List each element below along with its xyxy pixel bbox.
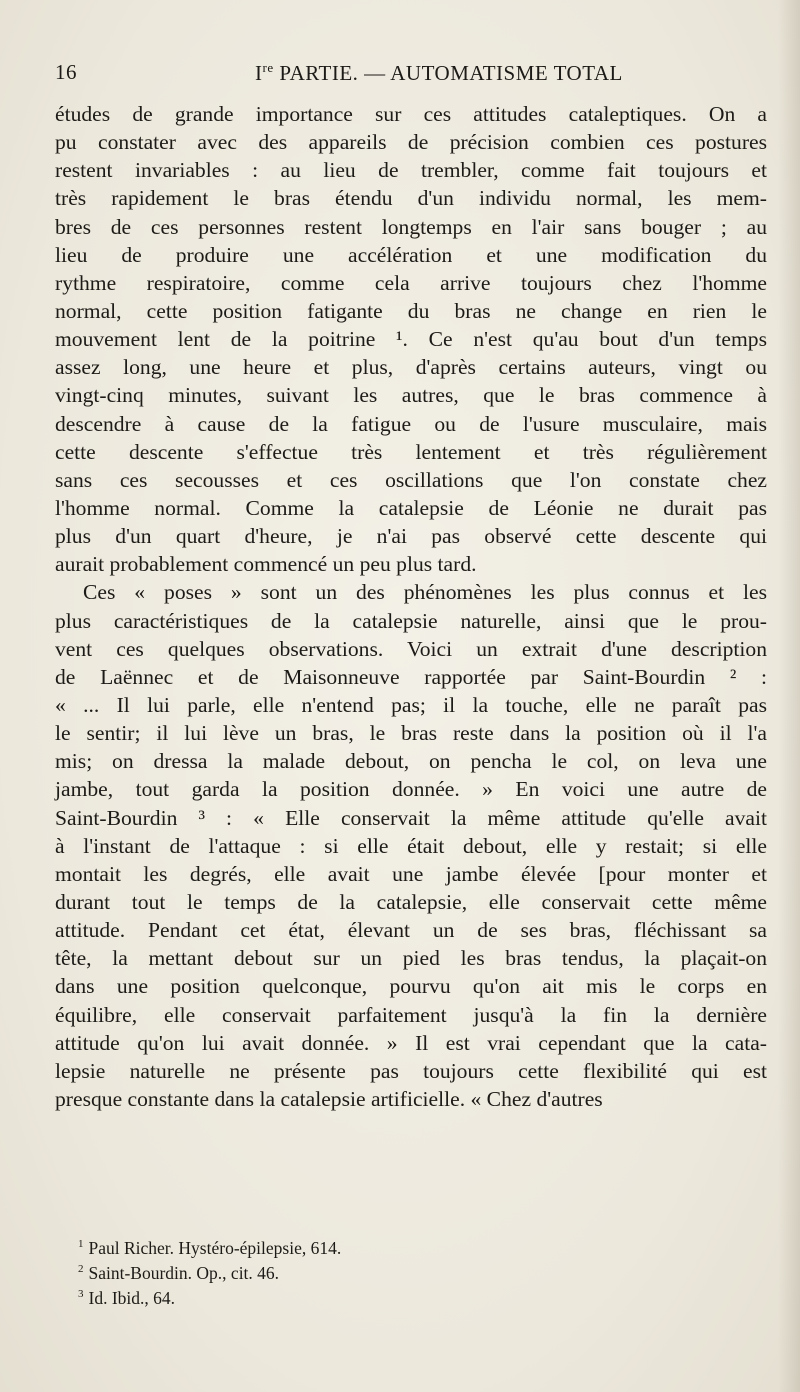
text-line: tête, la mettant debout sur un pied les bras tendus, la plaçait-on: [55, 946, 767, 971]
footnote: [78, 1234, 758, 1259]
footnote-text: Paul Richer. Hystéro-épilepsie, 614.: [88, 1237, 342, 1258]
text-line: rythme respiratoire, comme cela arrive toujours chez l'homme: [55, 270, 767, 295]
text-line: équilibre, elle conservait parfaitement jusqu'à la fin la dernière: [55, 1002, 767, 1027]
text-line: presque constante dans la catalepsie artificielle. « Chez d'autres: [55, 1086, 603, 1111]
footnote: [78, 1284, 758, 1309]
running-head: [255, 60, 623, 86]
text-line: lepsie naturelle ne présente pas toujours cette flexibilité qui est: [55, 1058, 767, 1083]
text-line: mis; on dressa la malade debout, on pencha le col, on leva une: [55, 749, 767, 774]
text-line: assez long, une heure et plus, d'après certains auteurs, vingt ou: [55, 355, 767, 380]
footnote-text: Id. Ibid., 64.: [88, 1287, 176, 1308]
text-line: études de grande importance sur ces attitudes cataleptiques. On a: [55, 102, 767, 126]
text-line: à l'instant de l'attaque : si elle était debout, elle y restait; si elle: [55, 833, 767, 858]
text-line: normal, cette position fatigante du bras ne change en rien le: [55, 298, 767, 323]
page-number: 16: [55, 60, 77, 84]
text-line: durant tout le temps de la catalepsie, elle conservait cette même: [55, 889, 767, 914]
footnote: [78, 1259, 758, 1284]
text-line: de Laënnec et de Maisonneuve rapportée par Saint-Bourdin ² :: [55, 664, 767, 689]
text-line: plus caractéristiques de la catalepsie naturelle, ainsi que le prou-: [55, 608, 767, 633]
text-line: Saint-Bourdin ³ : « Elle conservait la même attitude qu'elle avait: [55, 805, 767, 830]
body-text: [55, 100, 767, 1113]
running-head-part: I: [255, 61, 263, 85]
text-line: vingt-cinq minutes, suivant les autres, que le bras commence à: [55, 383, 767, 408]
footnote-text: Saint-Bourdin. Op., cit. 46.: [88, 1262, 280, 1283]
text-line: restent invariables : au lieu de trembler, comme fait toujours et: [55, 158, 767, 183]
text-line: sans ces secousses et ces oscillations que l'on constate chez: [55, 467, 767, 492]
footnote-mark: 2: [78, 1262, 84, 1275]
text-line: jambe, tout garda la position donnée. » En voici une autre de: [55, 777, 767, 802]
text-line: montait les degrés, elle avait une jambe élevée [pour monter et: [55, 861, 767, 886]
footnote-mark: 3: [78, 1287, 84, 1300]
text-line: cette descente s'effectue très lentement et très régulièrement: [55, 439, 767, 464]
page-edge-shadow: [778, 0, 800, 1392]
text-line: bres de ces personnes restent longtemps en l'air sans bouger ; au: [55, 214, 767, 239]
text-line: le sentir; il lui lève un bras, le bras reste dans la position où il l'a: [55, 721, 767, 746]
text-line: lieu de produire une accélération et une modification du: [55, 242, 767, 267]
text-line: mouvement lent de la poitrine ¹. Ce n'est qu'au bout d'un temps: [55, 327, 767, 352]
text-line: l'homme normal. Comme la catalepsie de Léonie ne durait pas: [55, 495, 767, 520]
page-header: [55, 60, 755, 90]
footnotes: [78, 1234, 758, 1308]
running-head-sup: re: [262, 60, 274, 75]
text-line: dans une position quelconque, pourvu qu'on ait mis le corps en: [55, 974, 767, 999]
text-line: descendre à cause de la fatigue ou de l'usure musculaire, mais: [55, 411, 767, 436]
text-line: vent ces quelques observations. Voici un extrait d'une description: [55, 636, 767, 661]
text-line: plus d'un quart d'heure, je n'ai pas observé cette descente qui: [55, 524, 767, 549]
text-line: « ... Il lui parle, elle n'entend pas; il la touche, elle ne paraît pas: [55, 692, 767, 717]
text-line: très rapidement le bras étendu d'un individu normal, les mem-: [55, 186, 767, 211]
text-line: attitude. Pendant cet état, élevant un de ses bras, fléchissant sa: [55, 918, 767, 943]
text-line: attitude qu'on lui avait donnée. » Il est vrai cependant que la cata-: [55, 1030, 767, 1055]
text-line: pu constater avec des appareils de précision combien ces postures: [55, 130, 767, 155]
text-line: aurait probablement commencé un peu plus tard.: [55, 552, 477, 577]
text-line: Ces « poses » sont un des phénomènes les plus connus et les: [83, 580, 767, 605]
running-head-text: PARTIE. — AUTOMATISME TOTAL: [279, 61, 623, 85]
footnote-mark: 1: [78, 1238, 84, 1250]
